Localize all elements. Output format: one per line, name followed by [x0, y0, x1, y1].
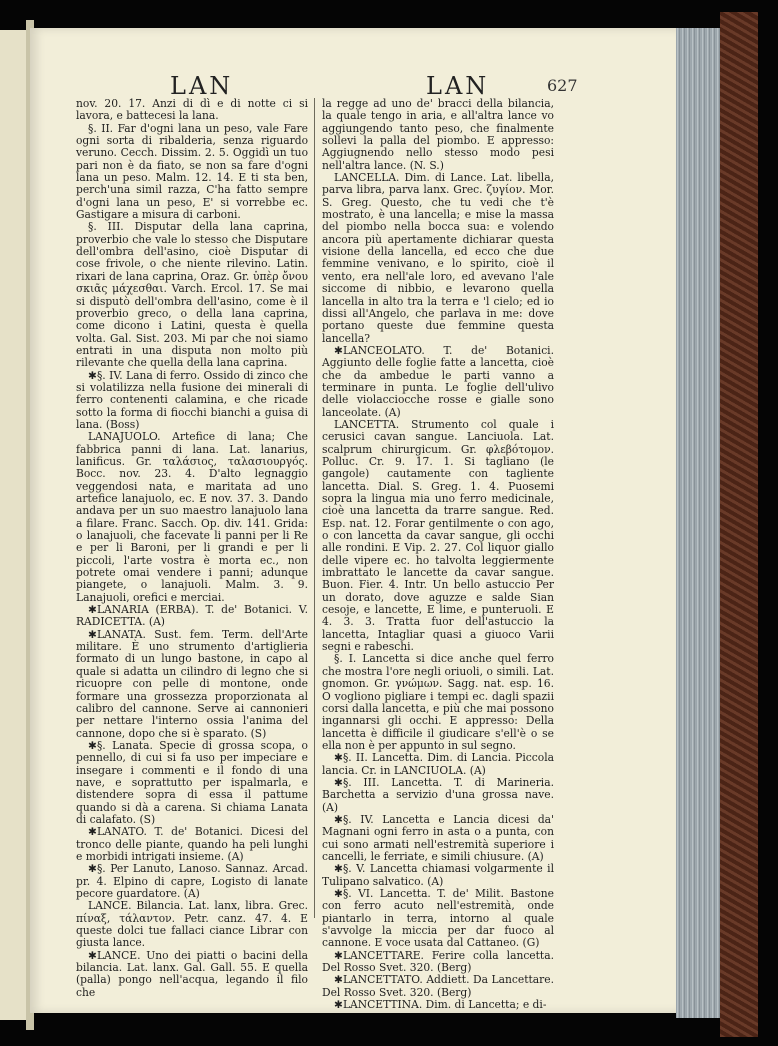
entry-paragraph: ✱§. IV. Lana di ferro. Ossido di zinco che si volatilizza nella fusione dei minerali di ferro contenenti calamina, e che ricade sotto la forma di fiocchi bianchi a guisa di lana. (Boss) [76, 368, 308, 431]
entry-paragraph: ✱LANATA. Sust. fem. Term. dell'Arte militare. È uno strumento d'artiglieria formato di un lungo bastone, in capo al quale si adatta un cilindro di legno che si ricuopre con pelle di montone, onde formare una grossezza proporzionata al calibro del cannone. Serve ai cannonieri per nettare l'interno ossia l'anima del cannone, dopo che si è sparato. (S) [76, 627, 308, 740]
entry-paragraph: ✱LANCETTINA. Dim. di Lancetta; e di- [334, 998, 547, 1012]
entry-paragraph: LANCELLA. Dim. di Lance. Lat. libella, parva libra, parva lanx. Grec. ζυγίον. Mor. S. Greg. Questo, che tu vedi che t'è mostrato, è una lancella; e mise la massa del piombo nella bocca sua: e volendo ancora più apertamente dichiarar questa visione della lancella, ed ecco che due femmine venivano, e lo spirito, cioè il vento, era nell'ale loro, ed avevano l'ale siccome di nibbio, e levarono quella lancella in alto tra la terra e 'l cielo; ed io dissi all'Angelo, che parlava in me: dove portano queste due femmine questa lancella? [322, 171, 554, 345]
entry-paragraph: §. III. Disputar della lana caprina, proverbio che vale lo stesso che Disputare dell'ombra dell'asino, cioè Disputar di cose frivole, o che niente rilevino. Latin. rixari de lana caprina, Oraz. Gr. ὑπὲρ ὄνου σκιᾶς μάχεσθαι. Varch. Ercol. 17. Se mai si disputò dell'ombra dell'asino, come è il proverbio greco, o della lana caprina, come dicono i Latini, questa è quella volta. Gal. Sist. 203. Mi par che noi siamo entrati in una disputa non molto più rilevante che quella della lana caprina. [76, 220, 308, 370]
left-column [76, 98, 308, 999]
entry-paragraph: nov. 20. 17. Anzi di dì e di notte ci si lavora, e battecesi la lana. [76, 97, 308, 123]
entry-paragraph: ✱§. V. Lancetta chiamasi volgarmente il Tulipano salvatico. (A) [322, 862, 554, 888]
column-divider [314, 98, 315, 918]
entry-paragraph: LANAJUOLO. Artefice di lana; Che fabbrica panni di lana. Lat. lanarius, lanificus. Gr. ταλάσιος, ταλασιουργός. Bocc. nov. 23. 4. D'alto legnaggio veggendosi nata, e maritata ad uno artefice lanajuolo, ec. E nov. 37. 3. Dando andava per un suo maestro lanajuolo lana a filare. Franc. Sacch. Op. div. 141. Grida: o lanajuoli, che facevate li panni per li Re e per li Baroni, per li grandi e per li piccoli, l'arte vostra è morta ec., non potrete omai vendere i panni; adunque piangete, o lanajuoli. Malm. 3. 9. Lanajuoli, orefici e merciai. [76, 430, 308, 604]
entry-paragraph: ✱§. Per Lanuto, Lanoso. Sannaz. Arcad. pr. 4. Elpino di capre, Logisto di lanate pecore guardatore. (A) [76, 862, 308, 900]
entry-paragraph: ✱LANCEOLATO. T. de' Botanici. Aggiunto delle foglie fatte a lancetta, cioè che da ambedue le parti vanno a terminare in punta. Le foglie dell'ulivo delle violacciocche rosse e gialle sono lanceolate. (A) [322, 343, 554, 419]
right-column [322, 98, 554, 1011]
book-cover-edge [720, 12, 758, 1037]
entry-paragraph: §. I. Lancetta si dice anche quel ferro che mostra l'ore negli oriuoli, o simili. Lat. gnomon. Gr. γνώμων. Sagg. nat. esp. 16. O vogliono pigliare i tempi ec. dagli spazii corsi dalla lancetta, e più che mai possono ingannarsi gli occhi. E appresso: Della lancetta è difficile il giudicare s'ell'è o se ella non è per appunto in sul segno. [322, 652, 554, 752]
entry-paragraph: ✱§. II. Lancetta. Dim. di Lancia. Piccola lancia. Cr. in LANCIUOLA. (A) [322, 751, 554, 777]
header-right-word: LAN [426, 72, 490, 100]
running-header [60, 52, 660, 100]
entry-paragraph: LANCETTA. Strumento col quale i cerusici cavan sangue. Lanciuola. Lat. scalprum chirurgicum. Gr. φλεβότομον. Polluc. Cr. 9. 17. 1. Si tagliano (le gangole) cautamente con tagliente lancetta. Dial. S. Greg. 1. 4. Puosemi sopra la lingua mia uno ferro medicinale, cioè una lancetta da trarre sangue. Red. Esp. nat. 12. Forar gentilmente o con ago, o con lancetta da cavar sangue, gli occhi alle rondini. E Vip. 2. 27. Col liquor giallo delle vipere ec. ho talvolta leggiermente imbrattato le lancette da cavar sangue. Buon. Fier. 4. Intr. Un bello astuccio Per un dorato, dove aguzze e salde Sian cesoje, e lancette, E lime, e punteruoli. E 4. 3. 3. Tratta fuor dell'astuccio la lancetta, Intagliar quasi a giuoco Varii segni e rabeschi. [322, 417, 554, 654]
header-left-word: LAN [170, 72, 234, 100]
entry-paragraph: §. II. Far d'ogni lana un peso, vale Fare ogni sorta di ribalderia, senza riguardo veruno. Cecch. Dissim. 2. 5. Oggidì un tuo pari non è da fiato, se non sa fare d'ogni lana un peso. Malm. 12. 14. E ti sta ben, perch'una simil razza, C'ha fatto sempre d'ogni lana un peso, E' si vorrebbe ec. Gastigare a misura di carboni. [76, 121, 308, 222]
entry-paragraph: ✱§. III. Lancetta. T. di Marineria. Barchetta a servizio d'una grossa nave. (A) [322, 775, 554, 814]
facing-page-edge [0, 30, 29, 1020]
entry-paragraph: ✱§. Lanata. Specie di grossa scopa, o pennello, di cui si fa uso per impeciare e insegare i commenti e il fondo di una nave, e soprattutto per ispalmarla, e distendere sopra di essa il pattume quando si dà a carena. Si chiama Lanata di calafato. (S) [76, 738, 308, 826]
entry-paragraph: ✱LANARIA (ERBA). T. de' Botanici. V. RADICETTA. (A) [76, 603, 308, 629]
entry-paragraph: ✱LANCETTARE. Ferire colla lancetta. Del Rosso Svet. 320. (Berg) [322, 948, 554, 975]
entry-paragraph: LANCE. Bilancia. Lat. lanx, libra. Grec. πίναξ, τάλαντον. Petr. canz. 47. 4. E queste dolci tue fallaci ciance Librar con giusta lance. [76, 899, 308, 950]
entry-paragraph: ✱LANATO. T. de' Botanici. Dicesi del tronco delle piante, quando ha peli lunghi e morbidi intrigati insieme. (A) [76, 825, 308, 863]
entry-paragraph: ✱§. IV. Lancetta e Lancia dicesi da' Magnani ogni ferro in asta o a punta, con cui sono armati nell'estremità superiore i cancelli, le ferriate, e simili chiusure. (A) [322, 812, 554, 863]
entry-paragraph: la regge ad uno de' bracci della bilancia, la quale tengo in aria, e all'altra lance vo aggiungendo tanto peso, che finalmente sollevi la palla del piombo. E appresso: Aggiugnendo nello stesso modo pesi nell'altra lance. (N. S.) [322, 97, 554, 172]
entry-paragraph: ✱LANCETTATO. Addiett. Da Lancettare. Del Rosso Svet. 320. (Berg) [322, 973, 554, 999]
entry-paragraph: ✱LANCE. Uno dei piatti o bacini della bilancia. Lat. lanx. Gal. Gall. 55. E quella (palla) pongo nell'acqua, legando il filo che [76, 948, 308, 999]
page-number: 627 [547, 76, 578, 95]
entry-paragraph: ✱§. VI. Lancetta. T. de' Milit. Bastone con ferro acuto nell'estremità, onde piantarlo in terra, intorno al quale s'avvolge la miccia per dar fuoco al cannone. E voce usata dal Cattaneo. (G) [322, 887, 554, 950]
page-block-edges [676, 28, 720, 1018]
